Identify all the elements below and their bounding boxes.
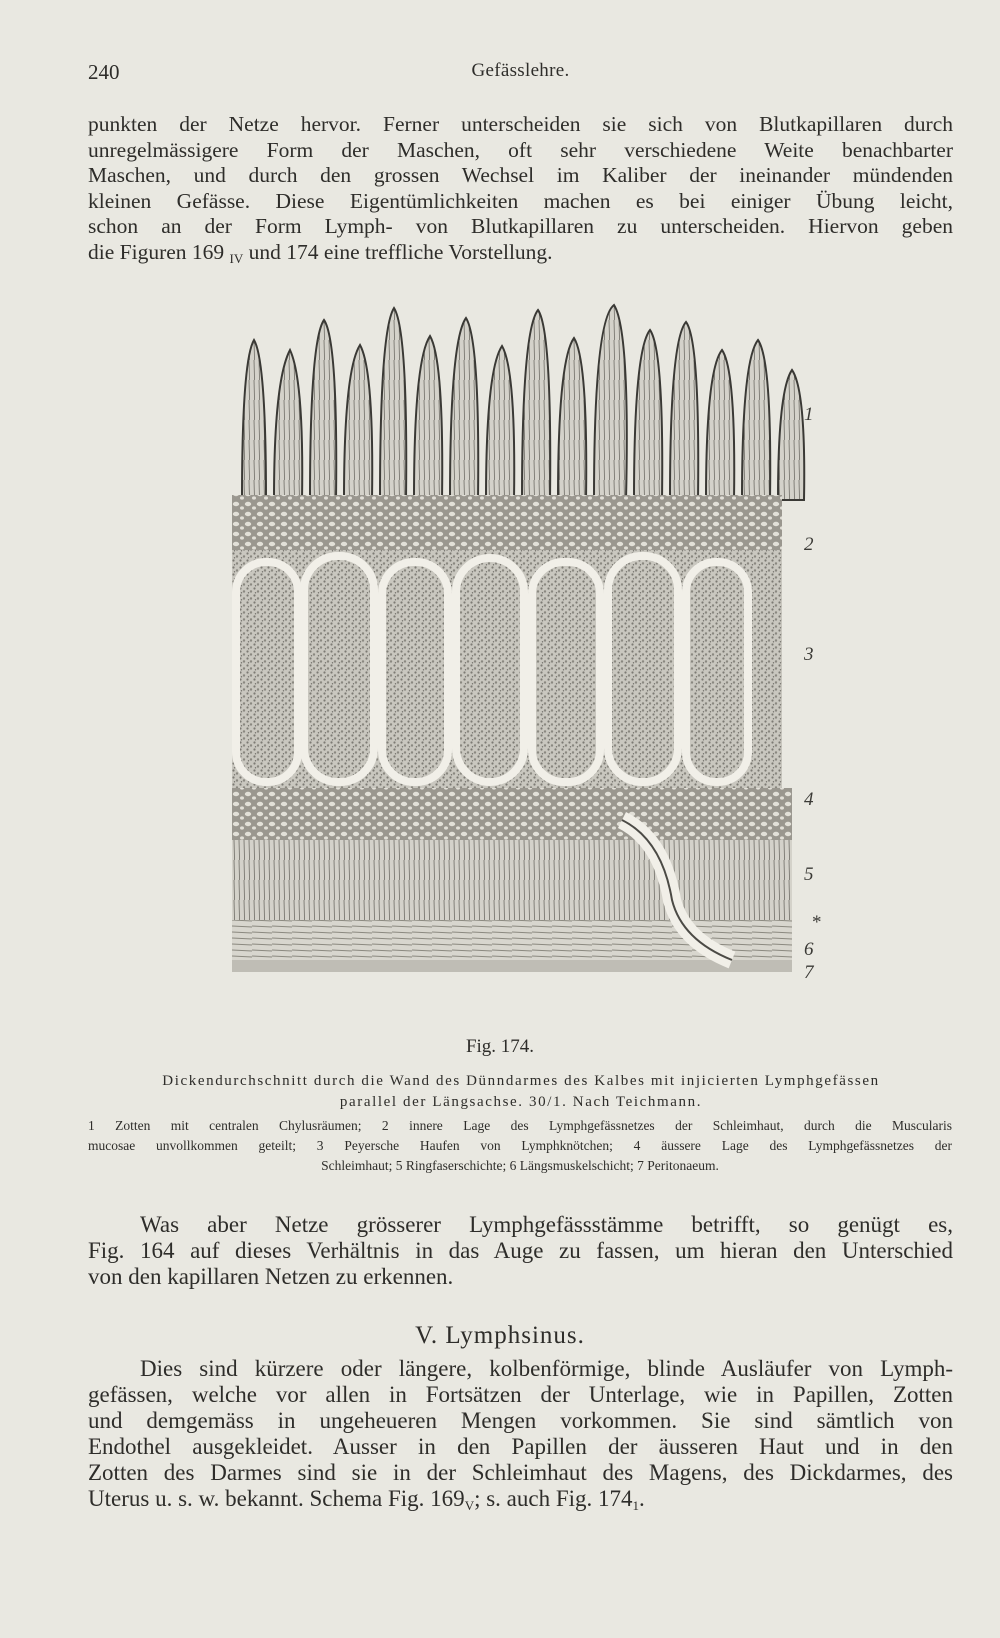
running-head (88, 60, 953, 90)
figure-label: 3 (804, 644, 814, 665)
paragraph-lymphsinus (88, 1356, 953, 1519)
page-number: 240 (88, 60, 120, 84)
figure-caption (90, 1071, 952, 1113)
paragraph-networks (88, 1212, 953, 1290)
peyer-patches (232, 550, 782, 790)
text-line (88, 1486, 953, 1519)
circular-muscle (232, 840, 792, 920)
text-line: Maschen, und durch den grossen Wechsel im Kaliber der ineinander mündenden (88, 163, 953, 187)
text-line: und demgemäss in ungeheueren Mengen vorkommen. Sie sind sämtlich von (88, 1408, 953, 1433)
intro-paragraph (88, 112, 953, 271)
text-line: Fig. 164 auf dieses Verhältnis in das Auge zu fassen, um hieran den Unterschied (88, 1238, 953, 1263)
intestine-section-figure (232, 300, 832, 1020)
text-line: gefässen, welche vor allen in Fortsätzen der Unterlage, wie in Papillen, Zotten (88, 1382, 953, 1407)
figure-label: 1 (804, 404, 814, 425)
legend-line: Schleimhaut; 5 Ringfaserschichte; 6 Längsmuskelschicht; 7 Peritonaeum. (321, 1158, 719, 1173)
section-heading: V. Lymphsinus. (415, 1322, 585, 1349)
text-line: Dies sind kürzere oder längere, kolbenförmige, blinde Ausläufer von Lymph- (140, 1356, 953, 1381)
figure-label: 6 (804, 939, 814, 960)
figure-label: 5 (804, 864, 814, 885)
text-line: Endothel ausgekleidet. Ausser in den Papillen der äusseren Haut und in den (88, 1434, 953, 1459)
text-fragment: ; s. auch Fig. 174 (474, 1486, 633, 1511)
figure-label: 2 (804, 534, 814, 555)
figure-legend (88, 1116, 952, 1176)
text-line: schon an der Form Lymph- von Blutkapillaren zu unterscheiden. Hiervon geben (88, 214, 953, 238)
text-line: unregelmässigere Form der Maschen, oft sehr verschiedene Weite benachbarter (88, 137, 953, 162)
text-line (88, 240, 953, 272)
villi-layer (242, 305, 804, 500)
figure-label: 7 (804, 962, 814, 983)
figure-label: * (812, 912, 822, 933)
outer-network (232, 788, 792, 840)
text-line: Zotten des Darmes sind sie in der Schleimhaut des Magens, des Dickdarmes, des (88, 1460, 953, 1485)
figure-number: Fig. 174. (465, 1036, 535, 1057)
caption-line: Dickendurchschnitt durch die Wand des Dünndarmes des Kalbes mit injicierten Lymphgefässen (162, 1073, 880, 1089)
running-title: Gefässlehre. (471, 60, 570, 81)
mucosa-network (232, 495, 782, 555)
caption-line: parallel der Längsachse. 30/1. Nach Teichmann. (339, 1094, 703, 1110)
subscript: IV (229, 250, 244, 266)
text-line: kleinen Gefässe. Diese Eigentümlichkeiten machen es bei einiger Übung leicht, (88, 188, 953, 213)
subscript: 1 (632, 1498, 640, 1513)
text-line: punkten der Netze hervor. Ferner unterscheiden sie sich von Blutkapillaren durch (88, 112, 953, 136)
text-fragment: . (639, 1486, 645, 1511)
peritoneum (232, 960, 792, 972)
figure-label: 4 (804, 789, 814, 810)
text-fragment: die Figuren 169 (88, 239, 225, 264)
subscript: V (464, 1498, 475, 1513)
legend-line: 1 Zotten mit centralen Chylusräumen; 2 innere Lage des Lymphgefässnetzes der Schleimhaut, durch die Muscularis (88, 1118, 952, 1133)
text-fragment: und 174 eine treffliche Vorstellung. (243, 239, 553, 264)
legend-line: mucosae unvollkommen geteilt; 3 Peyersche Haufen von Lymphknötchen; 4 äussere Lage des Lymphgefässnetzes der (88, 1138, 952, 1153)
text-line: von den kapillaren Netzen zu erkennen. (88, 1264, 454, 1289)
text-fragment: Uterus u. s. w. bekannt. Schema Fig. 169 (88, 1486, 465, 1511)
text-line: Was aber Netze grösserer Lymphgefässstämme betrifft, so genügt es, (140, 1212, 953, 1237)
